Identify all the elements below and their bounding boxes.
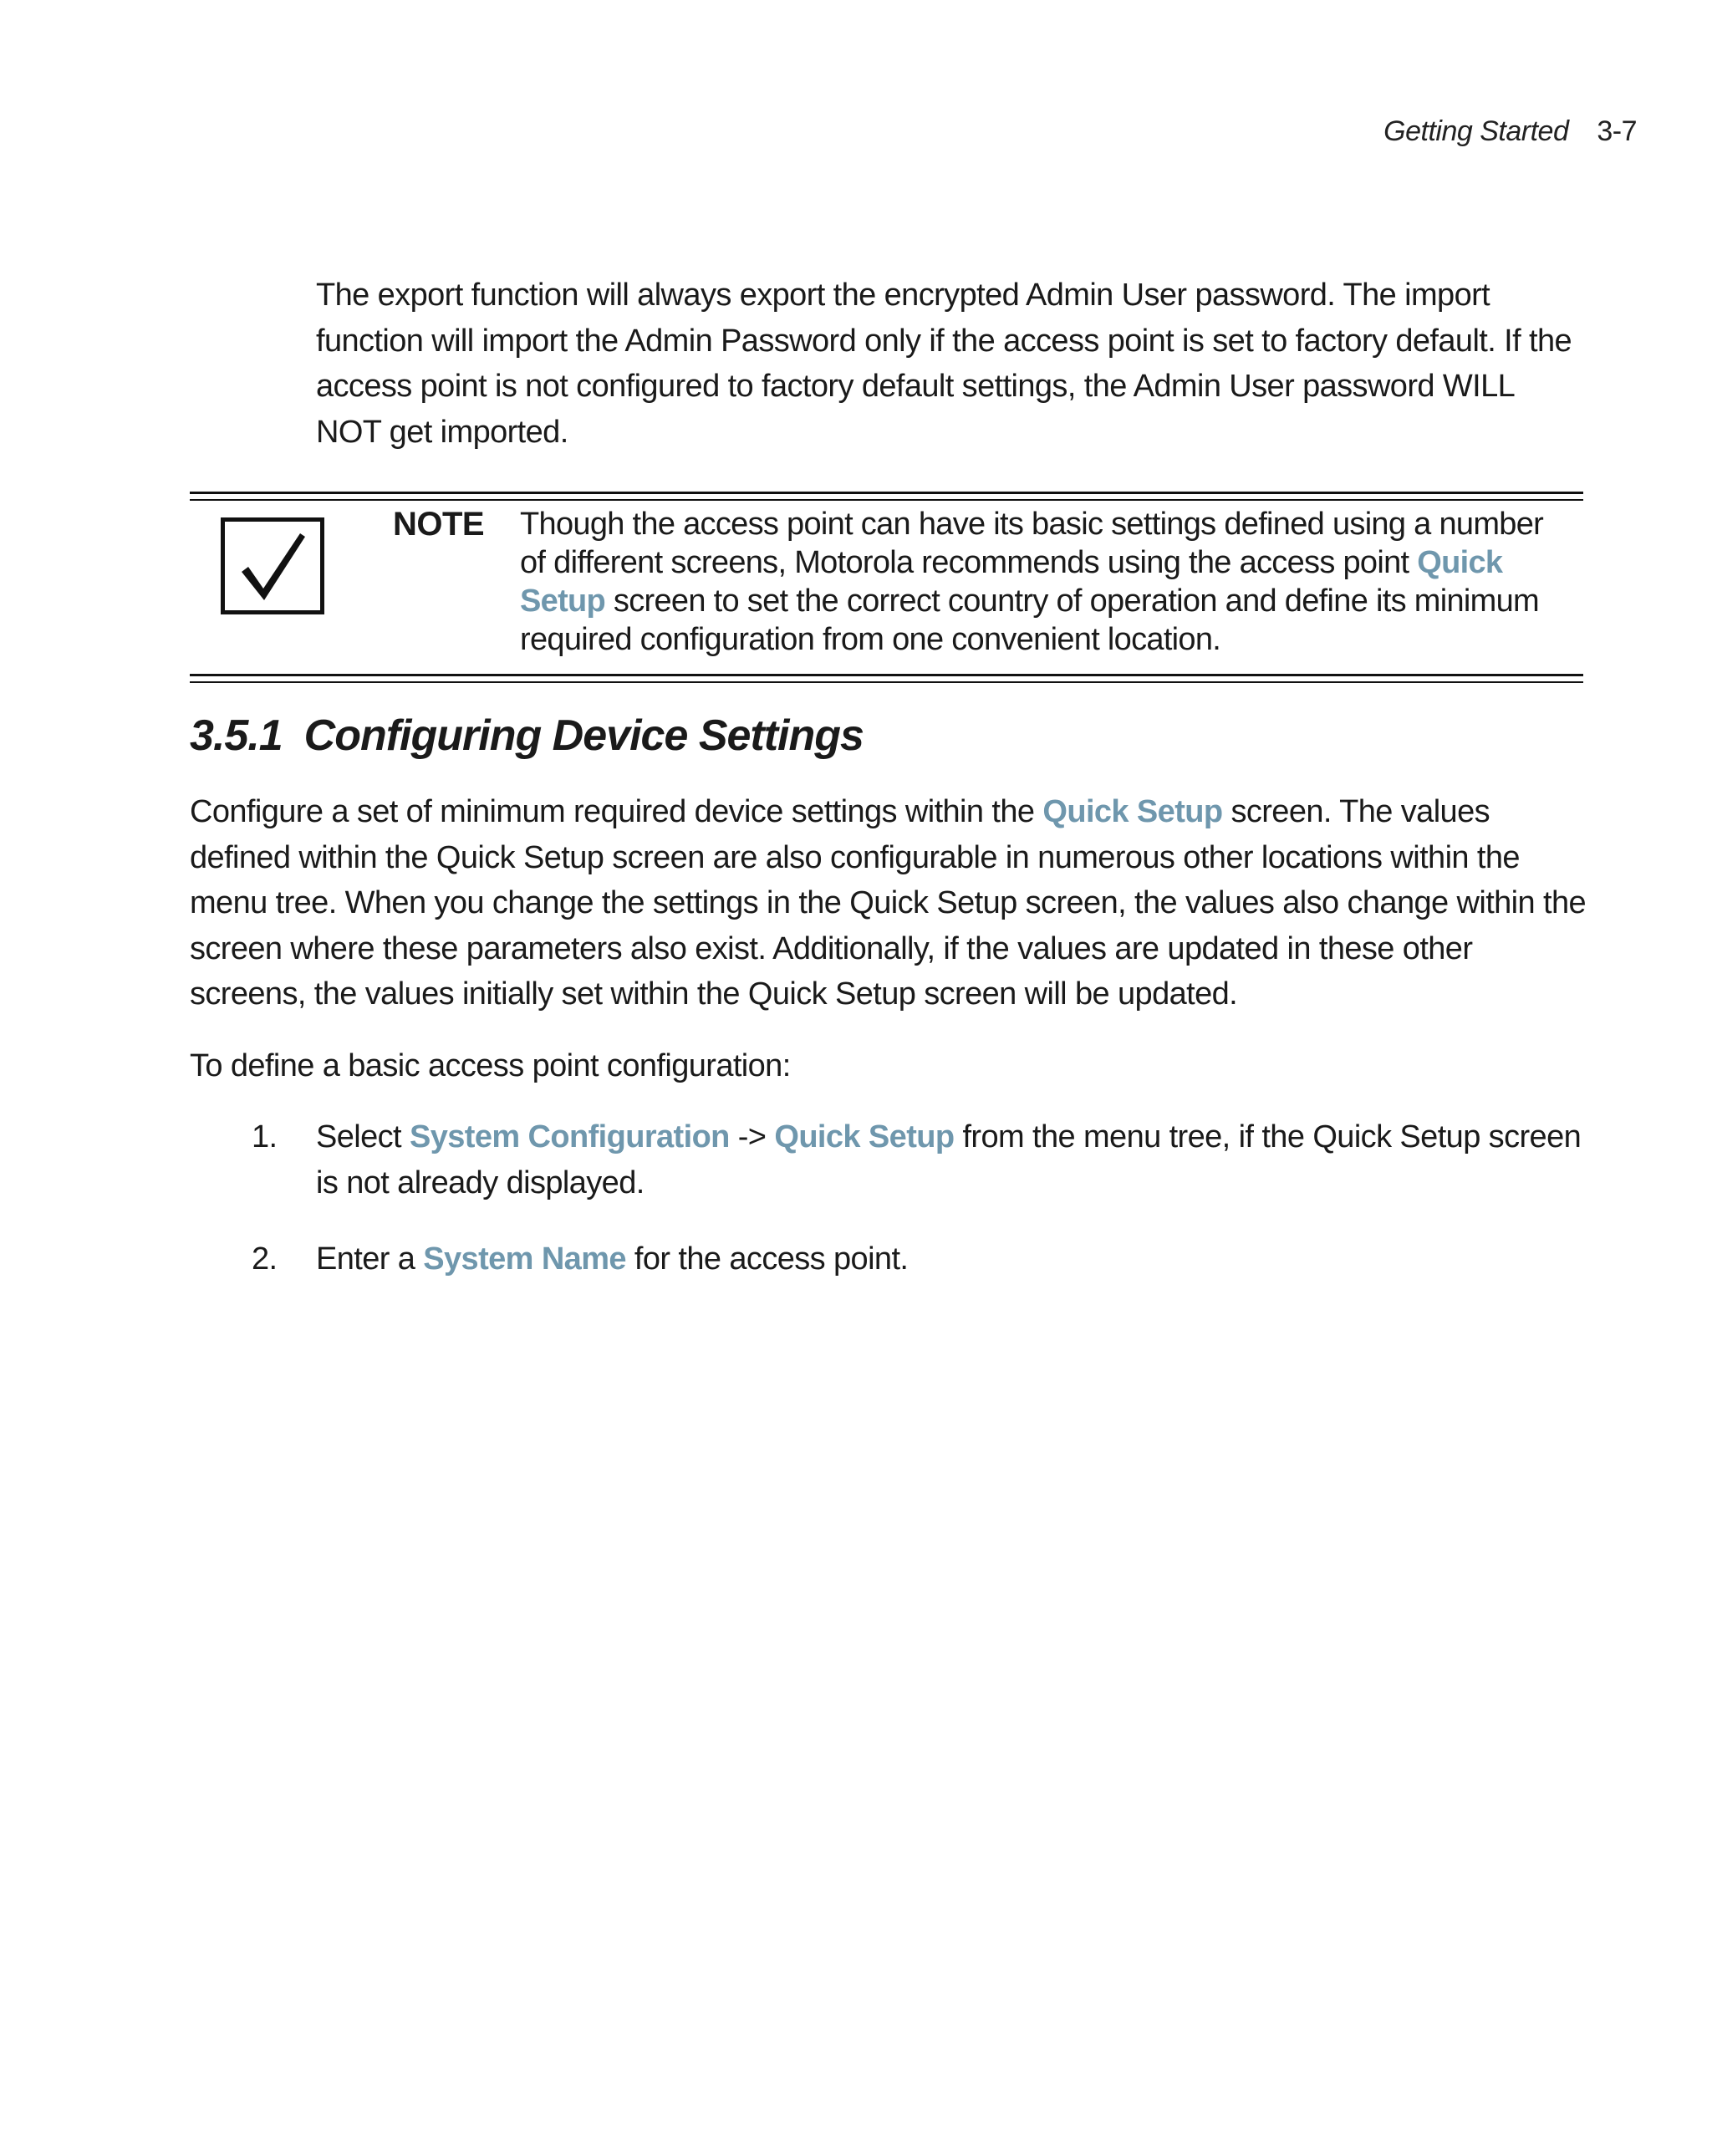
step-text (316, 1114, 1587, 1205)
step-number: 1. (252, 1119, 278, 1154)
section-title: Configuring Device Settings (303, 711, 864, 760)
export-paragraph: The export function will always export the encrypted Admin User password. The import function will import the Admin Password only if the access point is set to factory default. If the access point is not configured to factory default settings, the Admin User password WILL NOT get imported. (316, 278, 1572, 450)
step-number: 2. (252, 1241, 278, 1277)
step-text-after: for the access point. (625, 1241, 909, 1277)
step-separator: -> (729, 1119, 775, 1154)
section-number: 3.5.1 (190, 711, 283, 760)
note-text-after: screen to set the correct country of operation and define its minimum required configuration from one convenient location. (520, 584, 1539, 657)
configure-text-before: Configure a set of minimum required device settings within the (190, 794, 1043, 829)
note-label: NOTE (393, 506, 485, 543)
steps-intro: To define a basic access point configuration: (190, 1048, 791, 1083)
step-text (316, 1236, 1587, 1282)
configure-paragraph (190, 789, 1594, 1017)
configure-keyword-quick-setup: Quick Setup (1042, 794, 1223, 829)
step-text-before: Enter a (316, 1241, 424, 1277)
configure-text-after: screen. The values defined within the Quick Setup screen are also configurable in numerous other locations within the menu tree. When you change the settings in the Quick Setup screen, the values also change within the screen where these parameters also exist. Additionally, if the values are updated in these other screens, the values initially set within the Quick Setup screen will be updated. (190, 794, 1587, 1012)
note-bottom-rule (190, 674, 1583, 683)
step-text-after: from the menu tree, if the Quick Setup screen is not already displayed. (316, 1119, 1582, 1200)
checkmark-icon (221, 517, 324, 614)
step-keyword-system-name: System Name (423, 1241, 626, 1277)
step-text-before: Select (316, 1119, 410, 1154)
running-header (1383, 115, 1637, 148)
step-keyword-quick-setup: Quick Setup (774, 1119, 955, 1154)
running-header-section: Getting Started (1383, 115, 1569, 147)
step-keyword-system-configuration: System Configuration (409, 1119, 730, 1154)
checkmark-glyph (238, 530, 307, 602)
note-body (520, 505, 1573, 659)
note-text-before: Though the access point can have its basic settings defined using a number of different screens, Motorola recommends using the access point (520, 507, 1544, 580)
page-number: 3-7 (1597, 115, 1637, 147)
note-keyword-quick-setup: Quick Setup (520, 545, 1503, 619)
section-heading (190, 711, 864, 761)
note-top-rule (190, 492, 1583, 501)
